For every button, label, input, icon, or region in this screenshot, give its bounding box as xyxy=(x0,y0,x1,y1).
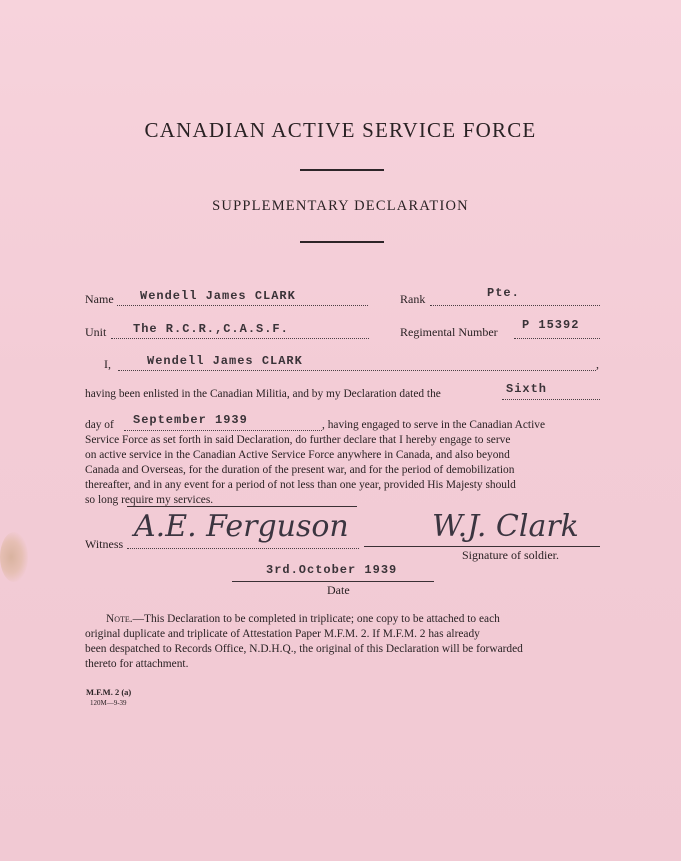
date-label: Date xyxy=(327,583,350,597)
unit-label: Unit xyxy=(85,325,107,339)
print-run: 120M—9-39 xyxy=(90,699,127,707)
note-line-3: been despatched to Records Office, N.D.H.Q., the original of this Declaration will be forwarded xyxy=(85,643,523,655)
paper-stain xyxy=(0,532,28,582)
day-of-label: day of xyxy=(85,419,114,431)
rank-value: Pte. xyxy=(487,286,520,300)
rank-label: Rank xyxy=(400,292,426,306)
soldier-signature: W.J. Clark xyxy=(432,509,579,544)
form-code: M.F.M. 2 (a) xyxy=(86,687,132,697)
dated-value: Sixth xyxy=(506,382,548,396)
declarant-line xyxy=(118,370,596,371)
name-label: Name xyxy=(85,292,114,306)
regimental-number-label: Regimental Number xyxy=(400,325,498,339)
day-of-line xyxy=(124,430,322,431)
date-line xyxy=(232,581,434,582)
name-value: Wendell James CLARK xyxy=(140,289,296,303)
declarant-label: I, xyxy=(104,357,111,371)
form-subtitle: SUPPLEMENTARY DECLARATION xyxy=(212,198,469,214)
declarant-value: Wendell James CLARK xyxy=(147,354,303,368)
form-title: CANADIAN ACTIVE SERVICE FORCE xyxy=(144,118,537,142)
regimental-number-line xyxy=(514,338,600,339)
rank-line xyxy=(430,305,600,306)
day-of-value: September 1939 xyxy=(133,413,248,427)
body-line-6: thereafter, and in any event for a period of not less than one year, provided His Majesty should xyxy=(85,479,516,491)
date-value: 3rd.October 1939 xyxy=(266,563,398,577)
note-line-1-text: —This Declaration to be completed in triplicate; one copy to be attached to each xyxy=(132,613,500,625)
body-line-3: Service Force as set forth in said Declaration, do further declare that I hereby engage to serve xyxy=(85,434,511,446)
title-rule xyxy=(300,169,384,171)
soldier-signature-label: Signature of soldier. xyxy=(462,548,559,562)
body-line-4: on active service in the Canadian Active Service Force anywhere in Canada, and also beyond xyxy=(85,449,510,461)
regimental-number-value: P 15392 xyxy=(522,318,580,332)
body-line-5: Canada and Overseas, for the duration of the present war, and for the period of demobilization xyxy=(85,464,515,476)
subtitle-rule xyxy=(300,241,384,243)
body-line-1: having been enlisted in the Canadian Militia, and by my Declaration dated the xyxy=(85,388,441,400)
note-line-4: thereto for attachment. xyxy=(85,658,189,670)
note-prefix: Note. xyxy=(106,613,133,625)
unit-value: The R.C.R.,C.A.S.F. xyxy=(133,322,289,336)
note-line-1 xyxy=(106,612,500,627)
name-line xyxy=(117,305,368,306)
note-line-2: original duplicate and triplicate of Attestation Paper M.F.M. 2. If M.F.M. 2 has already xyxy=(85,628,480,640)
witness-label: Witness xyxy=(85,537,124,551)
body-line-2: , having engaged to serve in the Canadian Active xyxy=(322,419,545,431)
witness-line xyxy=(127,548,359,549)
body-line-7: so long require my services. xyxy=(85,494,214,506)
declarant-comma: , xyxy=(596,357,599,371)
unit-line xyxy=(111,338,369,339)
witness-signature: A.E. Ferguson xyxy=(134,509,349,544)
soldier-signature-line xyxy=(364,546,600,547)
dated-line xyxy=(502,399,600,400)
